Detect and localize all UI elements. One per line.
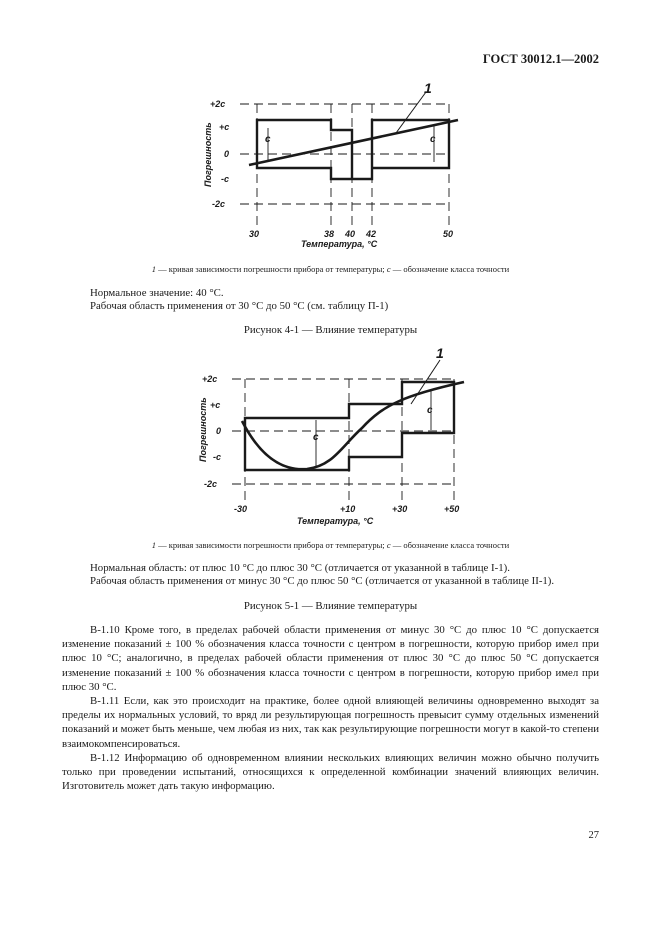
y-axis-label: Погрешность [198,397,208,462]
body-paragraphs [62,623,599,793]
figure-5-1-legend: 1 — кривая зависимости погрешности прибора от температуры; c — обозначение класса точности [151,540,510,550]
figure-5-1-note: Нормальная область: от плюс 10 °С до плюс 30 °С (отличается от указанной в таблице I-1). [90,562,510,574]
figure-4-1-diagram [0,80,661,258]
bracket-label: c [313,432,319,443]
x-tick-label: 40 [345,229,356,239]
figure-4-1-legend: 1 — кривая зависимости погрешности прибора от температуры; c — обозначение класса точности [151,264,510,274]
tolerance-envelope [245,382,454,470]
x-axis-label: Температура, °С [301,239,378,249]
x-tick-label: 50 [443,229,454,239]
y-axis-label: Погрешность [203,122,213,187]
figure-5-1-diagram [0,344,661,532]
y-tick-label: -c [213,452,222,462]
bracket-label: c [430,134,436,145]
x-tick-label: 30 [249,229,260,239]
figure-4-1-note: Нормальное значение: 40 °С. [90,287,224,299]
page-number: 27 [588,830,599,841]
x-tick-label: -30 [234,504,248,514]
y-tick-label: 0 [216,426,222,436]
figure-4-1-title: Рисунок 4-1 — Влияние температуры [243,324,418,336]
paragraph-b-1-11: В-1.11 Если, как это происходит на практике, более одной влияющей величины одновременно выходят за пределы их нормальных условий, то вряд ли результирующая погрешность превысит сумму отдельных изменений показаний и может быть меньше, чем любая из них, так как результирующие погрешности могут в какой-то степени взаимокомпенсироваться. [62,695,599,750]
y-tick-label: -c [221,174,230,184]
paragraph-b-1-12: В-1.12 Информацию об одновременном влиянии нескольких влияющих величин можно обычно получить только при проведении испытаний, относящихся к определенной комбинации значений влияющих величин. Изготовитель может дать такую информацию. [62,751,599,793]
y-tick-label: -2c [204,479,218,489]
document-header: ГОСТ 30012.1—2002 [482,52,599,66]
curve-label: 1 [424,80,432,96]
y-tick-label: -2c [212,199,226,209]
curve-label: 1 [436,345,444,361]
x-tick-label: +50 [444,504,460,514]
y-tick-label: +2c [210,99,226,109]
bracket-label: c [265,134,271,145]
x-tick-label: 38 [324,229,335,239]
bracket-label: c [427,405,433,416]
y-tick-label: 0 [224,149,230,159]
figure-5-1-title: Рисунок 5-1 — Влияние температуры [243,600,418,612]
figure-4-1-note: Рабочая область применения от 30 °С до 50 °С (см. таблицу П-1) [90,300,389,312]
y-tick-label: +c [210,400,221,410]
error-curve-1 [249,120,458,165]
figure-5-1-note: Рабочая область применения от минус 30 °С до плюс 50 °С (отличается от указанной в таблице II-1). [90,575,555,587]
paragraph-b-1-10: В-1.10 Кроме того, в пределах рабочей области применения от минус 30 °С до плюс 10 °С допускается изменение показаний ± 100 % обозначения класса точности с центром в погрешности, которую прибор имел при плюс 10 °С; аналогично, в пределах рабочей области применения от плюс 30 °С до плюс 50 °С допускается изменение показаний ± 100 % обозначения класса точности с центром в погрешности, которую прибор имел при плюс 30 °С. [62,624,599,693]
x-tick-label: +10 [340,504,356,514]
x-tick-label: +30 [392,504,408,514]
y-tick-label: +c [219,122,230,132]
x-axis-label: Температура, °С [297,516,374,526]
x-tick-label: 42 [366,229,377,239]
y-tick-label: +2c [202,374,218,384]
